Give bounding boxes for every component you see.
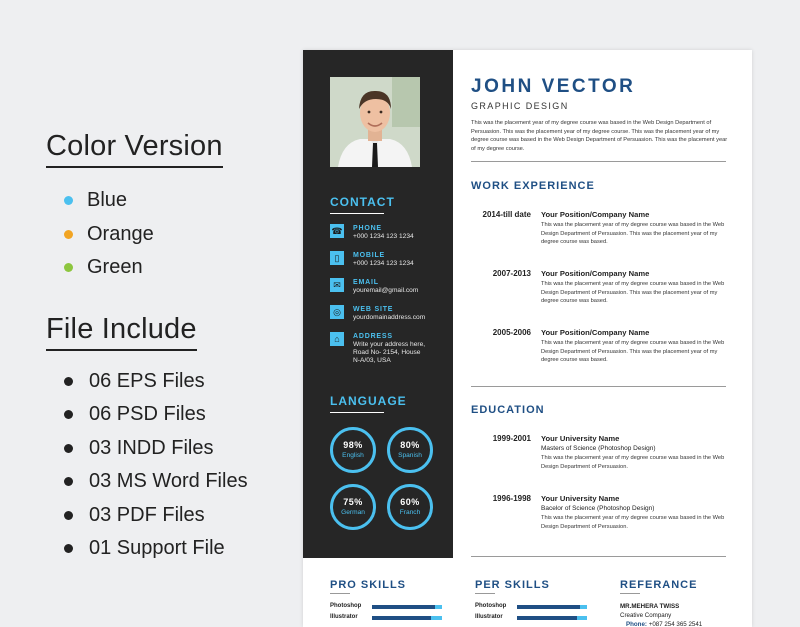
contact-value: +000 1234 123 1234 — [353, 233, 414, 240]
divider — [620, 593, 640, 594]
file-item — [46, 499, 286, 533]
divider — [330, 213, 384, 214]
skill-name: Photoshop — [475, 603, 507, 609]
contact-phone — [330, 224, 414, 241]
color-item — [46, 218, 286, 252]
reference-name: MR.MEHERA TWISS — [620, 603, 680, 610]
reference-phone — [626, 621, 702, 627]
bullet-icon — [64, 444, 73, 453]
language-gauge — [330, 427, 376, 473]
file-label: 06 EPS Files — [89, 369, 205, 392]
skill-name: Illustrator — [330, 614, 358, 620]
entry-description: This was the placement year of my degree course was based in the Web Design Department of Persuasion. — [541, 515, 725, 530]
entry-year: 2014-till date — [482, 210, 531, 219]
resume-name: JOHN VECTOR — [471, 76, 636, 97]
bullet-icon — [64, 544, 73, 553]
mobile-icon: ▯ — [330, 251, 344, 265]
divider — [471, 386, 726, 387]
skill-bar-end — [431, 616, 442, 620]
language-percent: 98% — [343, 440, 363, 450]
entry-school: Your University Name — [541, 494, 620, 503]
language-gauge — [387, 484, 433, 530]
file-label: 03 PDF Files — [89, 503, 205, 526]
color-label: Green — [87, 256, 143, 279]
language-name: English — [342, 452, 364, 459]
contact-value: +000 1234 123 1234 — [353, 260, 414, 267]
entry-position: Your Position/Company Name — [541, 328, 650, 337]
contact-label: PHONE — [353, 225, 382, 232]
color-version-heading: Color Version — [46, 130, 223, 168]
color-label: Orange — [87, 222, 154, 245]
divider — [471, 556, 726, 557]
language-percent: 60% — [400, 497, 420, 507]
skill-name: Photoshop — [330, 603, 362, 609]
file-item — [46, 465, 286, 499]
color-dot-icon — [64, 196, 73, 205]
skill-bar-end — [577, 616, 587, 620]
pro-skills-heading: PRO SKILLS — [330, 579, 407, 591]
skill-bar-end — [580, 605, 587, 609]
entry-year: 2005-2006 — [492, 328, 531, 337]
file-item — [46, 432, 286, 466]
divider — [330, 412, 384, 413]
contact-email — [330, 278, 418, 295]
file-label: 01 Support File — [89, 537, 225, 560]
color-dot-icon — [64, 230, 73, 239]
promo-panel — [46, 130, 286, 566]
contact-value: Write your address here, Road No- 2154, House N-A/03, USA — [353, 341, 426, 364]
entry-position: Your Position/Company Name — [541, 269, 650, 278]
language-gauge — [330, 484, 376, 530]
color-dot-icon — [64, 263, 73, 272]
education-heading: EDUCATION — [471, 404, 545, 416]
file-label: 03 INDD Files — [89, 436, 214, 459]
entry-year: 1999-2001 — [492, 434, 531, 443]
file-label: 06 PSD Files — [89, 403, 206, 426]
email-icon: ✉ — [330, 278, 344, 292]
contact-heading: CONTACT — [330, 195, 395, 209]
contact-label: WEB SITE — [353, 306, 394, 313]
globe-icon: ◎ — [330, 305, 344, 319]
language-heading: LANGUAGE — [330, 394, 407, 408]
contact-mobile — [330, 251, 414, 268]
contact-label: MOBILE — [353, 252, 386, 259]
file-item — [46, 365, 286, 399]
reference-heading: REFERANCE — [620, 579, 698, 591]
bullet-icon — [64, 410, 73, 419]
skill-bar-end — [435, 605, 442, 609]
phone-icon: ☎ — [331, 226, 343, 236]
entry-description: This was the placement year of my degree course was based in the Web Design Department of Persuasion. This was the placement year of my degree course was based. — [541, 222, 725, 246]
file-item — [46, 532, 286, 566]
reference-phone-value: +087 254 365 2541 — [648, 621, 703, 627]
resume-role: GRAPHIC DESIGN — [471, 101, 569, 111]
home-icon: ⌂ — [330, 332, 344, 346]
skill-bar — [372, 605, 435, 609]
entry-description: This was the placement year of my degree course was based in the Web Design Department of Persuasion. — [541, 455, 725, 470]
contact-value: youremail@gmail.com — [353, 287, 419, 294]
skill-bar — [517, 605, 580, 609]
color-list — [46, 184, 286, 285]
per-skills-heading: PER SKILLS — [475, 579, 550, 591]
file-include-heading: File Include — [46, 313, 197, 351]
bullet-icon — [64, 511, 73, 520]
contact-label: ADDRESS — [353, 333, 393, 340]
skill-bar — [517, 616, 577, 620]
language-gauge — [387, 427, 433, 473]
file-list — [46, 365, 286, 566]
entry-degree: Masters of Science (Photoshop Design) — [541, 445, 656, 452]
contact-address — [330, 332, 425, 365]
file-item — [46, 398, 286, 432]
color-item — [46, 184, 286, 218]
reference-company: Creative Company — [620, 612, 672, 619]
language-name: German — [341, 509, 365, 516]
language-percent: 80% — [400, 440, 420, 450]
entry-degree: Bacelor of Science (Photoshop Design) — [541, 505, 655, 512]
language-percent: 75% — [343, 497, 363, 507]
contact-label: EMAIL — [353, 279, 379, 286]
divider — [330, 593, 350, 594]
divider — [471, 161, 726, 162]
resume-sidebar — [303, 50, 453, 558]
color-label: Blue — [87, 189, 128, 212]
entry-year: 2007-2013 — [492, 269, 531, 278]
entry-year: 1996-1998 — [492, 494, 531, 503]
work-experience-heading: WORK EXPERIENCE — [471, 180, 595, 192]
entry-description: This was the placement year of my degree course was based in the Web Design Department of Persuasion. This was the placement year of my degree course was based. — [541, 281, 725, 305]
entry-position: Your Position/Company Name — [541, 210, 650, 219]
reference-phone-label: Phone: — [626, 621, 647, 627]
entry-school: Your University Name — [541, 434, 620, 443]
profile-photo — [330, 77, 420, 167]
contact-value: yourdomainaddress.com — [353, 314, 426, 321]
bullet-icon — [64, 477, 73, 486]
bullet-icon — [64, 377, 73, 386]
file-label: 03 MS Word Files — [89, 470, 248, 493]
divider — [475, 593, 495, 594]
resume-page — [303, 50, 752, 627]
entry-description: This was the placement year of my degree course was based in the Web Design Department of Persuasion. This was the placement year of my degree course was based. — [541, 340, 725, 364]
skill-name: Illustrator — [475, 614, 503, 620]
color-item — [46, 251, 286, 285]
language-name: Franch — [399, 509, 421, 516]
skill-bar — [372, 616, 431, 620]
contact-website — [330, 305, 425, 322]
language-name: Spanish — [398, 452, 422, 459]
resume-summary: This was the placement year of my degree course was based in the Web Design Department of Persuasion. This was the placement year of my degree course. This was the placement year of my degree course was based in the Web Design Department of Persuasion. This was the placement year of my degree course. — [471, 120, 728, 152]
